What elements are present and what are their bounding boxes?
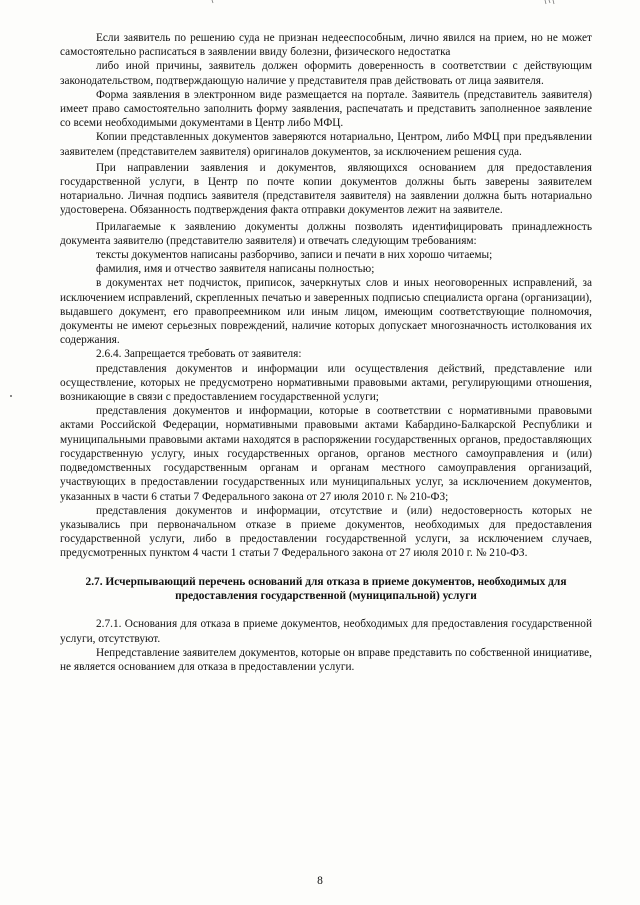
document-body: [60, 31, 592, 674]
list-item: фамилия, имя и отчество заявителя написаны полностью;: [96, 263, 375, 276]
section-label: 2.6.4. Запрещается требовать от заявителя:: [96, 348, 302, 361]
page-number: 8: [317, 875, 323, 887]
section-heading: 2.7. Исчерпывающий перечень оснований для отказа в приеме документов, необходимых для предоставления государственной (муниципальной) услуги: [85, 575, 567, 602]
list-item: представления документов и информации, отсутствие и (или) недостоверность которых не указывались при первоначальном отказе в приеме документов, необходимых для предоставления государственной услуги, либо в предоставлении государственной услуги, за исключением случаев, предусмотренных пунктом 4 части 1 статьи 7 Федерального закона от 27 июля 2010 г. № 210-ФЗ.: [60, 504, 592, 560]
paragraph: либо иной причины, заявитель должен оформить доверенность в соответствии с действующим законодательством, подтверждающую наличие у представителя прав действовать от лица заявителя.: [60, 60, 592, 87]
paragraph: Если заявитель по решению суда не признан недееспособным, лично явился на прием, но не может самостоятельно расписаться в заявлении ввиду болезни, физического недостатка: [60, 32, 592, 59]
list-item: представления документов и информации или осуществления действий, представление или осуществление, которых не предусмотрено нормативными правовыми актами, регулирующими отношения, возникающие в связи с предоставлением государственной услуги;: [60, 362, 592, 404]
list-item: в документах нет подчисток, приписок, зачеркнутых слов и иных неоговоренных исправлений, за исключением исправлений, скрепленных печатью и заверенных подписью специалиста органа (организации), выдавшего документ, его правопреемником или иным лицом, имеющим соответствующие полномочия, документы не имеют серьезных повреждений, наличие которых допускает многозначность истолкования их содержания.: [60, 277, 592, 347]
scan-speck: [10, 395, 12, 397]
paragraph: Прилагаемые к заявлению документы должны позволять идентифицировать принадлежность документа заявителю (представителю заявителя) и отвечать следующим требованиям:: [60, 220, 592, 247]
paragraph: Копии представленных документов заверяются нотариально, Центром, либо МФЦ при предъявлении заявителем (представителем заявителя) оригиналов документов, за исключением решения суда.: [60, 131, 592, 158]
list-item: тексты документов написаны разборчиво, записи и печати в них хорошо читаемы;: [96, 249, 493, 262]
list-item: представления документов и информации, которые в соответствии с нормативными правовыми актами Российской Федерации, нормативными правовыми актами Кабардино-Балкарской Республики и муниципальными правовыми актами находятся в распоряжении государственных органов, предоставляющих государственную услугу, иных государственных органов, органов местного самоуправления и (или) подведомственных государственным органам и органам местного самоуправления организаций, участвующих в предоставлении государственных или муниципальных услуг, за исключением документов, указанных в части 6 статьи 7 Федерального закона от 27 июля 2010 г. № 210-ФЗ;: [60, 405, 592, 503]
paragraph: 2.7.1. Основания для отказа в приеме документов, необходимых для предоставления государственной услуги, отсутствуют.: [60, 618, 592, 645]
scan-edge-marks: [0, 0, 640, 8]
paragraph: При направлении заявления и документов, являющихся основанием для предоставления государственной услуги, в Центр по почте копии документов должны быть заверены заявителем нотариально. Личная подпись заявителя (представителя заявителя) на заявлении должна быть нотариально удостоверена. Обязанность подтверждения факта отправки документов лежит на заявителе.: [60, 161, 592, 217]
paragraph: Форма заявления в электронном виде размещается на портале. Заявитель (представитель заявителя) имеет право самостоятельно заполнить форму заявления, распечатать и представить заполненное заявление со всеми необходимыми документами в Центр либо МФЦ.: [60, 88, 592, 130]
paragraph: Непредставление заявителем документов, которые он вправе представить по собственной инициативе, не является основанием для отказа в предоставлении услуги.: [60, 646, 592, 673]
